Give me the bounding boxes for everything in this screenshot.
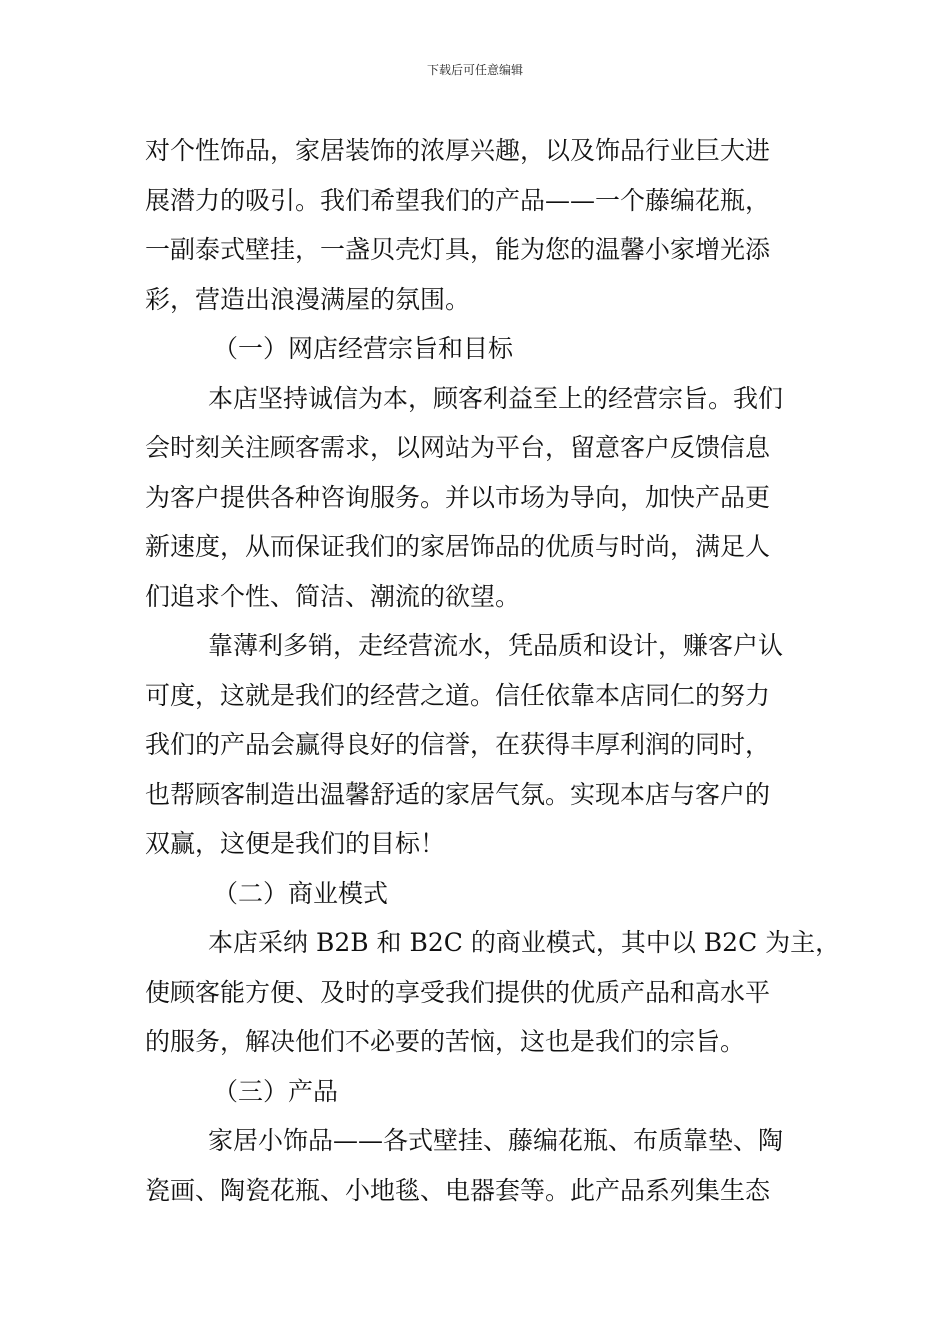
- text-line: 会时刻关注顾客需求，以网站为平台，留意客户反馈信息: [145, 433, 771, 462]
- section-heading: （一）网店经营宗旨和目标: [213, 334, 514, 363]
- paragraph-first-line: 靠薄利多销，走经营流水，凭品质和设计，赚客户认: [208, 631, 784, 660]
- section-heading: （三）产品: [213, 1076, 339, 1106]
- text-line: 新速度，从而保证我们的家居饰品的优质与时尚，满足人: [145, 532, 771, 561]
- paragraph-first-line: 本店采纳 B2B 和 B2C 的商业模式，其中以 B2C 为主，: [208, 928, 841, 957]
- text-line: 展潜力的吸引。我们希望我们的产品——一个藤编花瓶，: [145, 185, 771, 215]
- text-line: 为客户提供各种咨询服务。并以市场为导向，加快产品更: [145, 482, 771, 512]
- text-line: 的服务，解决他们不必要的苦恼，这也是我们的宗旨。: [145, 1027, 746, 1056]
- text-line: 使顾客能方便、及时的享受我们提供的优质产品和高水平: [145, 977, 771, 1007]
- text-line: 瓷画、陶瓷花瓶、小地毯、电器套等。此产品系列集生态: [145, 1175, 771, 1205]
- text-line: 对个性饰品，家居装饰的浓厚兴趣，以及饰品行业巨大进: [145, 136, 771, 165]
- document-body: [145, 126, 841, 1215]
- text-line: 彩，营造出浪漫满屋的氛围。: [145, 284, 471, 314]
- text-line: 也帮顾客制造出温馨舒适的家居气氛。实现本店与客户的: [145, 779, 771, 809]
- paragraph-first-line: 本店坚持诚信为本，顾客利益至上的经营宗旨。我们: [208, 383, 784, 413]
- page-header: 下载后可任意编辑: [426, 63, 523, 77]
- paragraph-first-line: 家居小饰品——各式壁挂、藤编花瓶、布质靠垫、陶: [208, 1126, 784, 1155]
- text-line: 双赢，这便是我们的目标！: [145, 829, 446, 858]
- text-line: 一副泰式壁挂，一盏贝壳灯具，能为您的温馨小家增光添: [145, 235, 771, 264]
- section-heading: （二）商业模式: [213, 878, 389, 908]
- text-line: 我们的产品会赢得良好的信誉，在获得丰厚利润的同时，: [145, 730, 771, 759]
- text-line: 们追求个性、简洁、潮流的欲望。: [145, 581, 521, 611]
- text-line: 可度，这就是我们的经营之道。信任依靠本店同仁的努力: [145, 680, 771, 710]
